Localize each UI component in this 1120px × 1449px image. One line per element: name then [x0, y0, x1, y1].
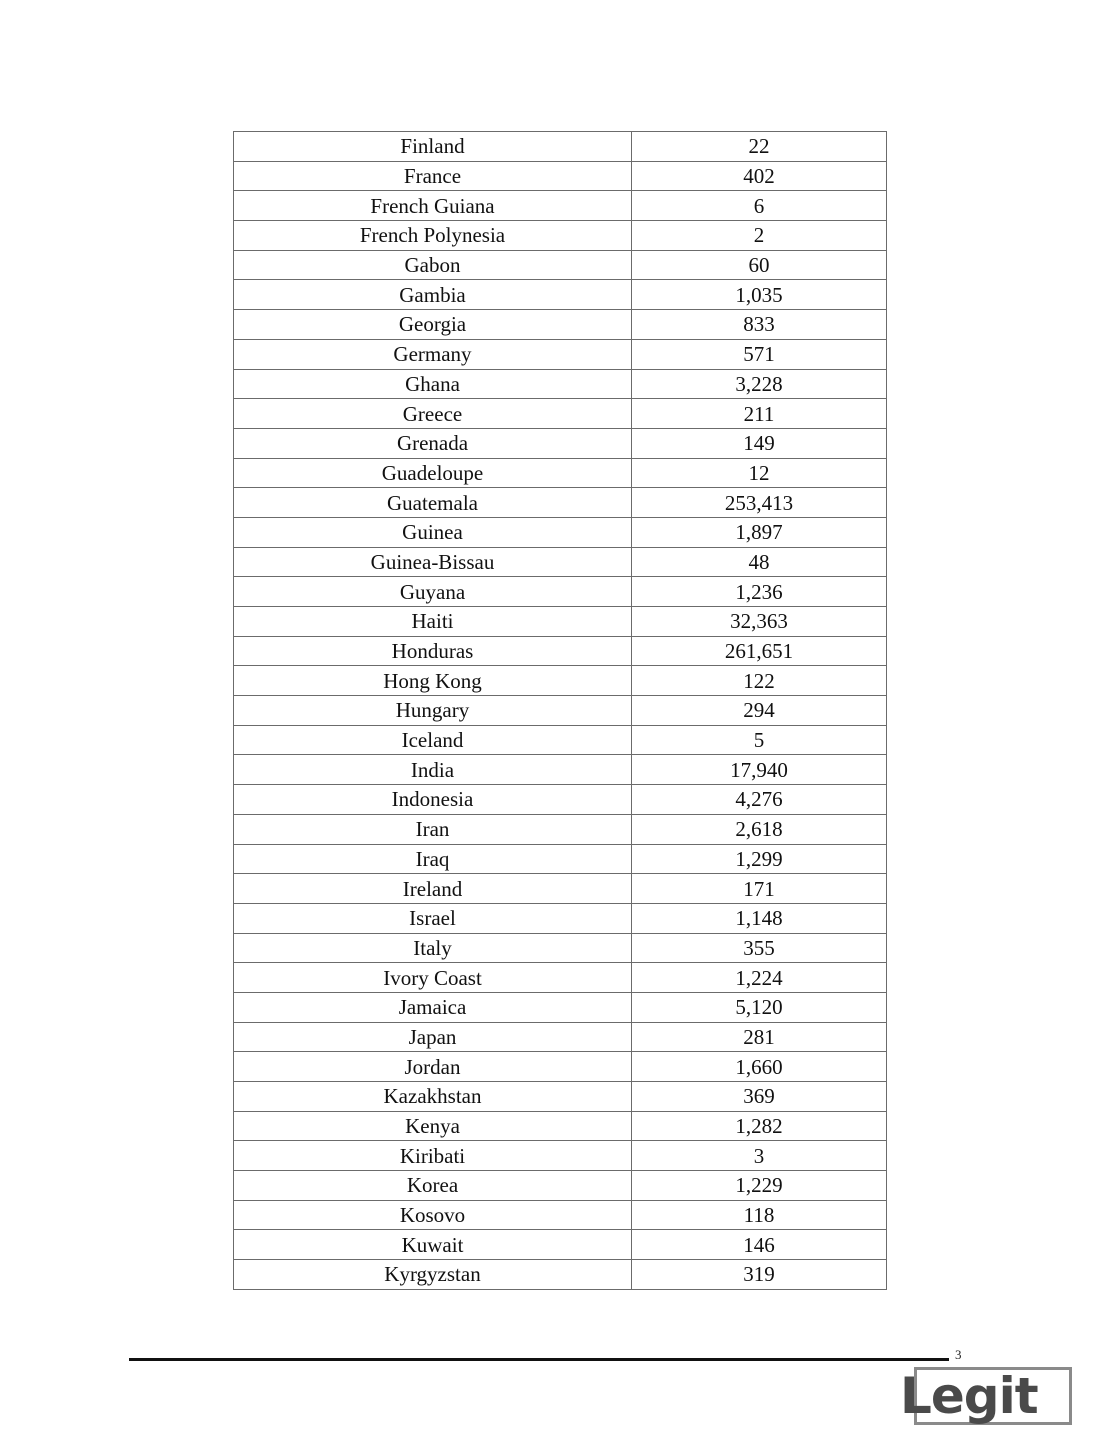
value-cell: 1,897	[632, 517, 887, 547]
country-cell: Germany	[234, 339, 632, 369]
value-cell: 32,363	[632, 607, 887, 637]
table-row	[234, 399, 887, 429]
table-row	[234, 992, 887, 1022]
country-cell: Kazakhstan	[234, 1082, 632, 1112]
table-row	[234, 547, 887, 577]
table-row	[234, 636, 887, 666]
table-row	[234, 933, 887, 963]
table-row	[234, 577, 887, 607]
country-cell: Gabon	[234, 250, 632, 280]
value-cell: 5,120	[632, 992, 887, 1022]
table-row	[234, 339, 887, 369]
table-row	[234, 696, 887, 726]
table-row	[234, 1260, 887, 1290]
country-cell: Hungary	[234, 696, 632, 726]
table-row	[234, 458, 887, 488]
table-row	[234, 488, 887, 518]
country-cell: Georgia	[234, 310, 632, 340]
country-cell: Italy	[234, 933, 632, 963]
value-cell: 211	[632, 399, 887, 429]
country-cell: French Guiana	[234, 191, 632, 221]
table-row	[234, 963, 887, 993]
country-value-table	[233, 131, 887, 1290]
table-row	[234, 280, 887, 310]
value-cell: 1,224	[632, 963, 887, 993]
country-cell: Iran	[234, 814, 632, 844]
value-cell: 402	[632, 161, 887, 191]
page-number: 3	[955, 1347, 962, 1362]
value-cell: 22	[632, 132, 887, 162]
country-cell: Guyana	[234, 577, 632, 607]
table-row	[234, 1141, 887, 1171]
value-cell: 171	[632, 874, 887, 904]
country-cell: Honduras	[234, 636, 632, 666]
value-cell: 571	[632, 339, 887, 369]
table-row	[234, 1082, 887, 1112]
table-row	[234, 607, 887, 637]
value-cell: 1,229	[632, 1171, 887, 1201]
value-cell: 281	[632, 1022, 887, 1052]
value-cell: 1,282	[632, 1111, 887, 1141]
country-cell: India	[234, 755, 632, 785]
country-cell: Israel	[234, 903, 632, 933]
table-row	[234, 132, 887, 162]
country-cell: Indonesia	[234, 785, 632, 815]
value-cell: 4,276	[632, 785, 887, 815]
table-row	[234, 785, 887, 815]
value-cell: 149	[632, 428, 887, 458]
legit-logo: Legit	[900, 1367, 1038, 1425]
value-cell: 253,413	[632, 488, 887, 518]
table-row	[234, 310, 887, 340]
country-cell: Guatemala	[234, 488, 632, 518]
country-cell: Guinea-Bissau	[234, 547, 632, 577]
country-cell: Kyrgyzstan	[234, 1260, 632, 1290]
country-cell: Kuwait	[234, 1230, 632, 1260]
value-cell: 1,660	[632, 1052, 887, 1082]
country-cell: Greece	[234, 399, 632, 429]
value-cell: 118	[632, 1200, 887, 1230]
country-cell: France	[234, 161, 632, 191]
value-cell: 319	[632, 1260, 887, 1290]
value-cell: 60	[632, 250, 887, 280]
table-row	[234, 428, 887, 458]
country-cell: Kiribati	[234, 1141, 632, 1171]
table-row	[234, 191, 887, 221]
table-row	[234, 725, 887, 755]
country-cell: Hong Kong	[234, 666, 632, 696]
table-row	[234, 814, 887, 844]
table-row	[234, 874, 887, 904]
country-cell: Ireland	[234, 874, 632, 904]
value-cell: 261,651	[632, 636, 887, 666]
value-cell: 12	[632, 458, 887, 488]
table-row	[234, 369, 887, 399]
value-cell: 3,228	[632, 369, 887, 399]
table-row	[234, 250, 887, 280]
footer-rule	[129, 1358, 949, 1361]
value-cell: 6	[632, 191, 887, 221]
country-cell: Haiti	[234, 607, 632, 637]
country-cell: Ghana	[234, 369, 632, 399]
table-row	[234, 1200, 887, 1230]
value-cell: 17,940	[632, 755, 887, 785]
country-cell: Guinea	[234, 517, 632, 547]
value-cell: 2	[632, 221, 887, 251]
value-cell: 146	[632, 1230, 887, 1260]
value-cell: 1,148	[632, 903, 887, 933]
country-cell: Iraq	[234, 844, 632, 874]
country-cell: Gambia	[234, 280, 632, 310]
country-cell: Jordan	[234, 1052, 632, 1082]
value-cell: 48	[632, 547, 887, 577]
value-cell: 833	[632, 310, 887, 340]
value-cell: 3	[632, 1141, 887, 1171]
table-body	[234, 132, 887, 1290]
table-row	[234, 1111, 887, 1141]
country-cell: Japan	[234, 1022, 632, 1052]
value-cell: 369	[632, 1082, 887, 1112]
table-row	[234, 755, 887, 785]
value-cell: 122	[632, 666, 887, 696]
table-row	[234, 903, 887, 933]
table-row	[234, 1171, 887, 1201]
country-cell: Kenya	[234, 1111, 632, 1141]
country-cell: Grenada	[234, 428, 632, 458]
country-cell: Iceland	[234, 725, 632, 755]
table-row	[234, 221, 887, 251]
table-row	[234, 1052, 887, 1082]
table-row	[234, 517, 887, 547]
country-cell: Guadeloupe	[234, 458, 632, 488]
value-cell: 5	[632, 725, 887, 755]
country-cell: Finland	[234, 132, 632, 162]
country-cell: Kosovo	[234, 1200, 632, 1230]
country-cell: French Polynesia	[234, 221, 632, 251]
country-cell: Korea	[234, 1171, 632, 1201]
value-cell: 1,236	[632, 577, 887, 607]
value-cell: 1,035	[632, 280, 887, 310]
table-row	[234, 666, 887, 696]
table-row	[234, 161, 887, 191]
value-cell: 2,618	[632, 814, 887, 844]
table-row	[234, 844, 887, 874]
value-cell: 294	[632, 696, 887, 726]
table-row	[234, 1022, 887, 1052]
table-row	[234, 1230, 887, 1260]
value-cell: 1,299	[632, 844, 887, 874]
country-cell: Ivory Coast	[234, 963, 632, 993]
value-cell: 355	[632, 933, 887, 963]
country-cell: Jamaica	[234, 992, 632, 1022]
